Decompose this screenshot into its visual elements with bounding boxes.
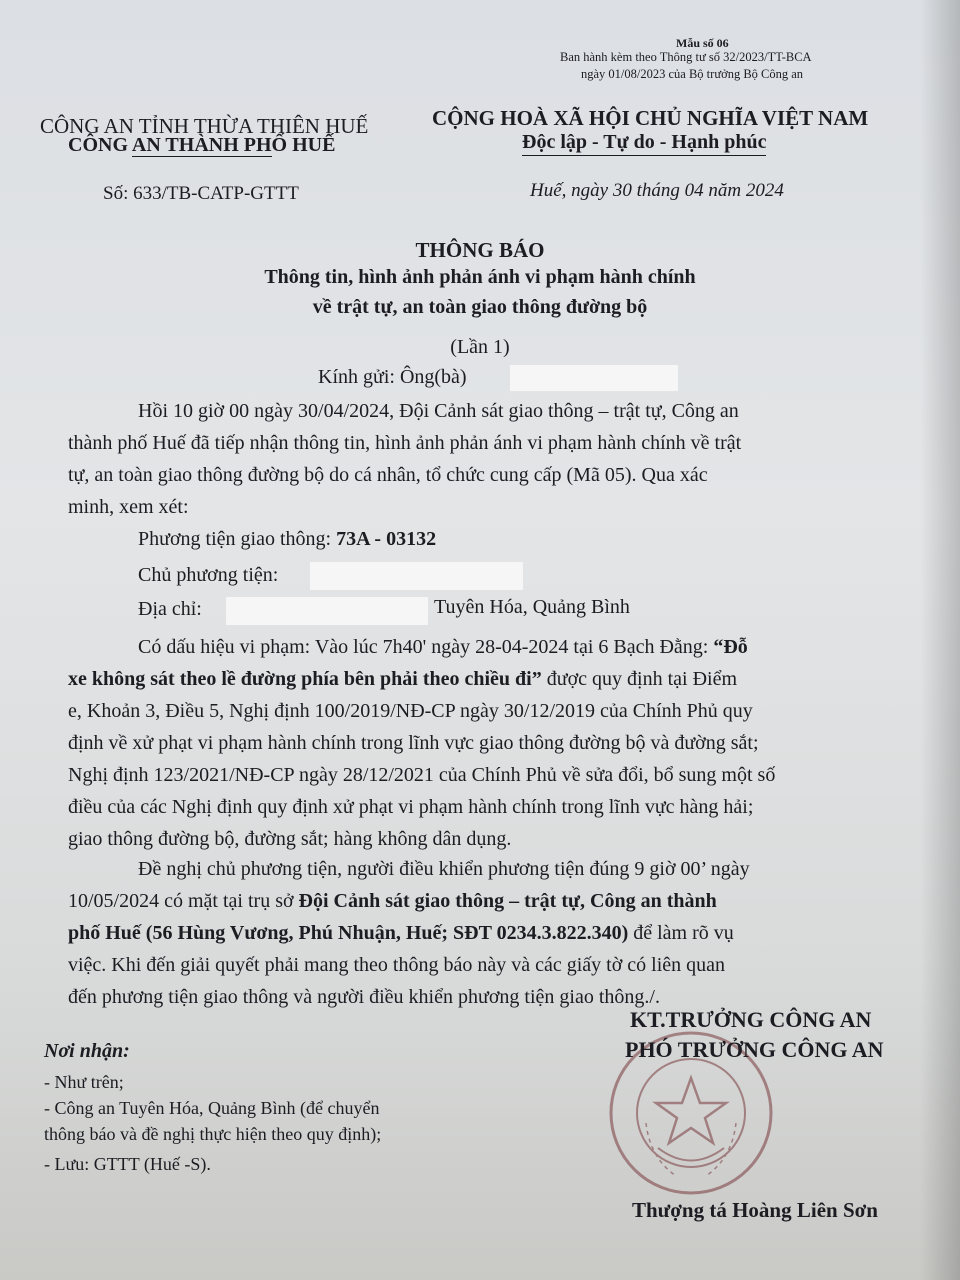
signature-title-line2: PHÓ TRƯỞNG CÔNG AN <box>625 1037 884 1062</box>
signer-name: Thượng tá Hoàng Liên Sơn <box>632 1198 878 1222</box>
document-subtitle-line1: Thông tin, hình ảnh phản ánh vi phạm hành chính <box>264 266 696 288</box>
request-office-address: phố Huế (56 Hùng Vương, Phú Nhuận, Huế; SĐT 0234.3.822.340) <box>68 922 629 944</box>
national-motto: Độc lập - Tự do - Hạnh phúc <box>522 131 766 156</box>
request-line2-text: 10/05/2024 có mặt tại trụ sở <box>68 890 299 912</box>
request-line5: đến phương tiện giao thông và người điều khiển phương tiện giao thông./. <box>68 986 660 1008</box>
violation-line1-bold: “Đỗ <box>713 636 748 658</box>
violation-line1 <box>138 636 748 659</box>
request-line1: Đề nghị chủ phương tiện, người điều khiển phương tiện đúng 9 giờ 00’ ngày <box>138 858 750 880</box>
violation-line6: điều của các Nghị định quy định xử phạt vi phạm hành chính trong lĩnh vực hàng hải; <box>68 796 754 818</box>
recipients-item3: - Lưu: GTTT (Huế -S). <box>44 1154 211 1174</box>
violation-description: xe không sát theo lề đường phía bên phải theo chiều đi” <box>68 668 542 690</box>
document-title: THÔNG BÁO <box>415 238 545 262</box>
recipients-heading: Nơi nhận: <box>44 1040 130 1062</box>
paragraph1-line1: Hồi 10 giờ 00 ngày 30/04/2024, Đội Cảnh sát giao thông – trật tự, Công an <box>138 400 739 422</box>
vehicle-label: Phương tiện giao thông: <box>138 528 337 550</box>
request-line3-text: để làm rõ vụ <box>628 922 734 944</box>
national-title: CỘNG HOÀ XÃ HỘI CHỦ NGHĨA VIỆT NAM <box>432 106 869 130</box>
paragraph1-line2: thành phố Huế đã tiếp nhận thông tin, hình ảnh phản ánh vi phạm hành chính về trật <box>68 432 742 454</box>
agency-name: CÔNG AN TỈNH THỪA THIÊN HUẾ <box>40 114 369 138</box>
violation-line1-text: Có dấu hiệu vi phạm: Vào lúc 7h40' ngày 28-04-2024 tại 6 Bạch Đằng: <box>138 636 714 658</box>
document-number: Số: 633/TB-CATP-GTTT <box>103 183 299 204</box>
owner-label: Chủ phương tiện: <box>138 564 279 586</box>
agency-subunit-part1: CÔNG <box>68 134 132 156</box>
form-reference-line2: ngày 01/08/2023 của Bộ trưởng Bộ Công an <box>581 67 804 81</box>
request-line2 <box>68 890 717 913</box>
vehicle-plate: 73A - 03132 <box>336 528 437 550</box>
agency-subunit-part3: Ố HUẾ <box>271 134 336 156</box>
violation-line3: e, Khoản 3, Điều 5, Nghị định 100/2019/NĐ-CP ngày 30/12/2019 của Chính Phủ quy <box>68 700 753 722</box>
violation-line2 <box>68 668 737 691</box>
recipients-item2-line2: thông báo và đề nghị thực hiện theo quy định); <box>44 1124 382 1144</box>
violation-line5: Nghị định 123/2021/NĐ-CP ngày 28/12/2021 của Chính Phủ về sửa đổi, bổ sung một số <box>68 764 776 786</box>
signature-title-line1: KT.TRƯỞNG CÔNG AN <box>630 1007 872 1032</box>
agency-subunit <box>68 134 335 157</box>
address-label: Địa chỉ: <box>138 598 202 620</box>
violation-line7: giao thông đường bộ, đường sắt; hàng không dân dụng. <box>68 828 512 850</box>
violation-line2-text: được quy định tại Điểm <box>541 668 738 690</box>
violation-line4: định về xử phạt vi phạm hành chính trong lĩnh vực giao thông đường bộ và đường sắt; <box>68 732 759 754</box>
request-line4: việc. Khi đến giải quyết phải mang theo thông báo này và các giấy tờ có liên quan <box>68 954 726 976</box>
page-edge-shadow <box>920 0 960 1280</box>
recipients-item1: - Như trên; <box>44 1072 124 1092</box>
form-number: Mẫu số 06 <box>676 36 729 50</box>
request-office: Đội Cảnh sát giao thông – trật tự, Công an thành <box>298 890 717 912</box>
request-line3 <box>68 922 734 945</box>
agency-subunit-part2: AN THÀNH PH <box>131 134 272 156</box>
vehicle-row <box>138 528 436 551</box>
paragraph1-line3: tự, an toàn giao thông đường bộ do cá nhân, tổ chức cung cấp (Mã 05). Qua xác <box>68 464 708 486</box>
recipient-line: Kính gửi: Ông(bà) <box>318 366 467 388</box>
redacted-recipient-name <box>510 365 678 391</box>
redacted-address <box>226 597 428 625</box>
address-tail: Tuyên Hóa, Quảng Bình <box>434 596 630 618</box>
document-date: Huế, ngày 30 tháng 04 năm 2024 <box>530 180 784 201</box>
document-subtitle-line2: về trật tự, an toàn giao thông đường bộ <box>312 296 648 318</box>
notice-attempt: (Lần 1) <box>450 336 510 358</box>
form-reference-line1: Ban hành kèm theo Thông tư số 32/2023/TT-BCA <box>560 50 812 64</box>
redacted-owner-name <box>310 562 523 590</box>
recipients-item2-line1: - Công an Tuyên Hóa, Quảng Bình (để chuyển <box>44 1098 380 1118</box>
paragraph1-line4: minh, xem xét: <box>68 496 189 518</box>
seal-star-icon <box>656 1078 726 1143</box>
